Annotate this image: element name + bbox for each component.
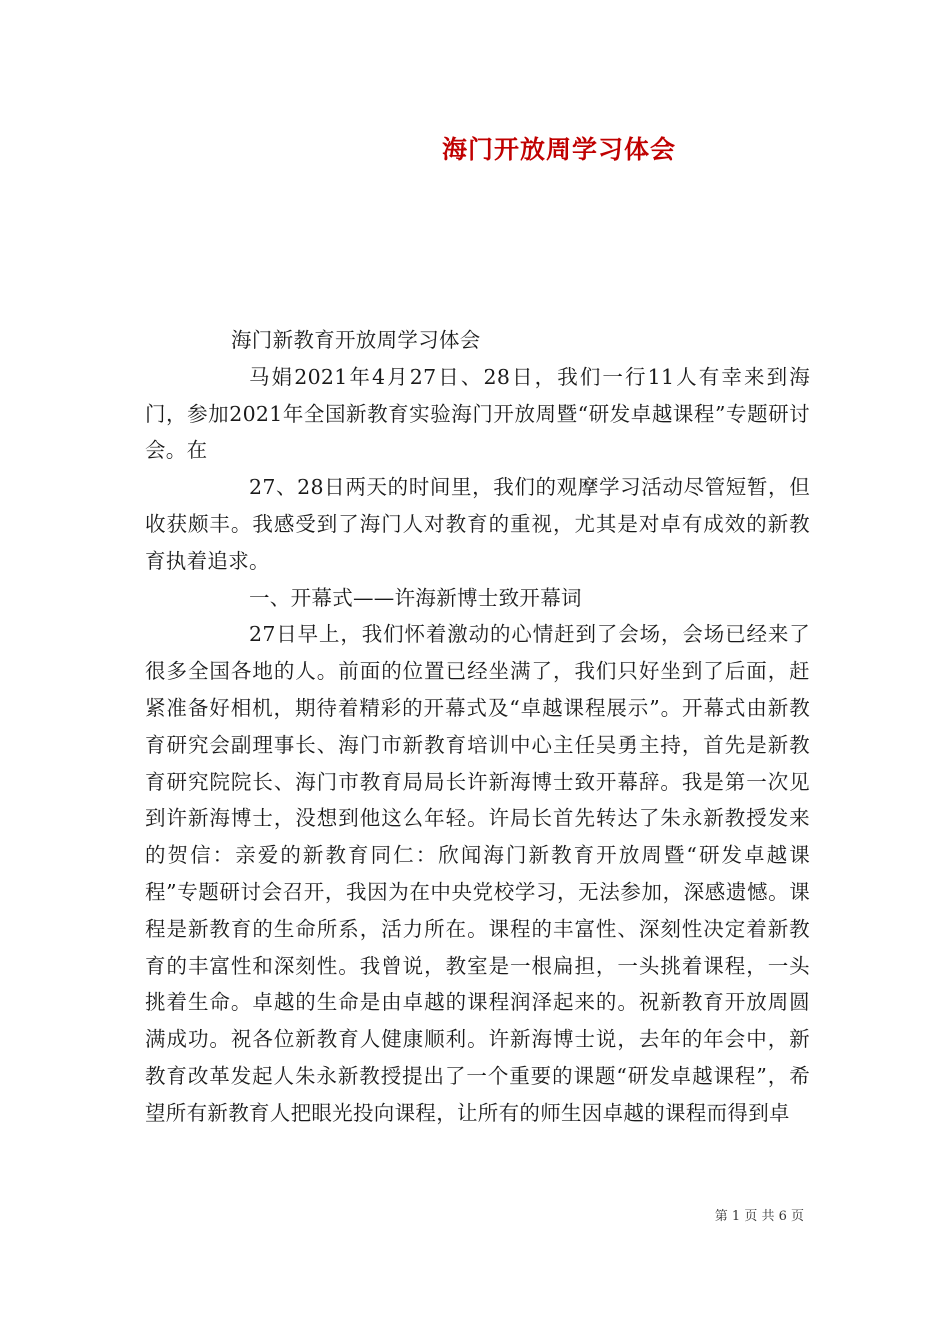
document-title: 海门开放周学习体会: [441, 135, 676, 164]
paragraph-intro: 马娟2021年4月27日、28日，我们一行11人有幸来到海门，参加2021年全国新教育实验海门开放周暨“研发卓越课程”专题研讨会。在: [145, 364, 810, 463]
paragraph-subtitle: 海门新教育开放周学习体会: [231, 328, 481, 352]
page-number: 第 1 页 共 6 页: [714, 1209, 804, 1224]
paragraph-opening-ceremony: 27日早上，我们怀着激动的心情赶到了会场，会场已经来了很多全国各地的人。前面的位置已经坐满了，我们只好坐到了后面，赶紧准备好相机，期待着精彩的开幕式及“卓越课程展示”。开幕式由新教育研究会副理事长、海门市新教育培训中心主任吴勇主持，首先是新教育研究院院长、海门市教育局局长许新海博士致开幕辞。我是第一次见到许新海博士，没想到他这么年轻。许局长首先转达了朱永新教授发来的贺信：亲爱的新教育同仁：欣闻海门新教育开放周暨“研发卓越课程”专题研讨会召开，我因为在中央党校学习，无法参加，深感遗憾。课程是新教育的生命所系，活力所在。课程的丰富性、深刻性决定着新教育的丰富性和深刻性。我曾说，教室是一根扁担，一头挑着课程，一头挑着生命。卓越的生命是由卓越的课程润泽起来的。祝新教育开放周圆满成功。祝各位新教育人健康顺利。许新海博士说，去年的年会中，新教育改革发起人朱永新教授提出了一个重要的课题“研发卓越课程”，希望所有新教育人把眼光投向课程，让所有的师生因卓越的课程而得到卓: [145, 622, 810, 1125]
document-body: [145, 322, 810, 1132]
paragraph-summary: 27、28日两天的时间里，我们的观摩学习活动尽管短暂，但收获颇丰。我感受到了海门人对教育的重视，尤其是对卓有成效的新教育执着追求。: [145, 475, 810, 573]
section-heading-opening: 一、开幕式——许海新博士致开幕词: [249, 585, 582, 610]
